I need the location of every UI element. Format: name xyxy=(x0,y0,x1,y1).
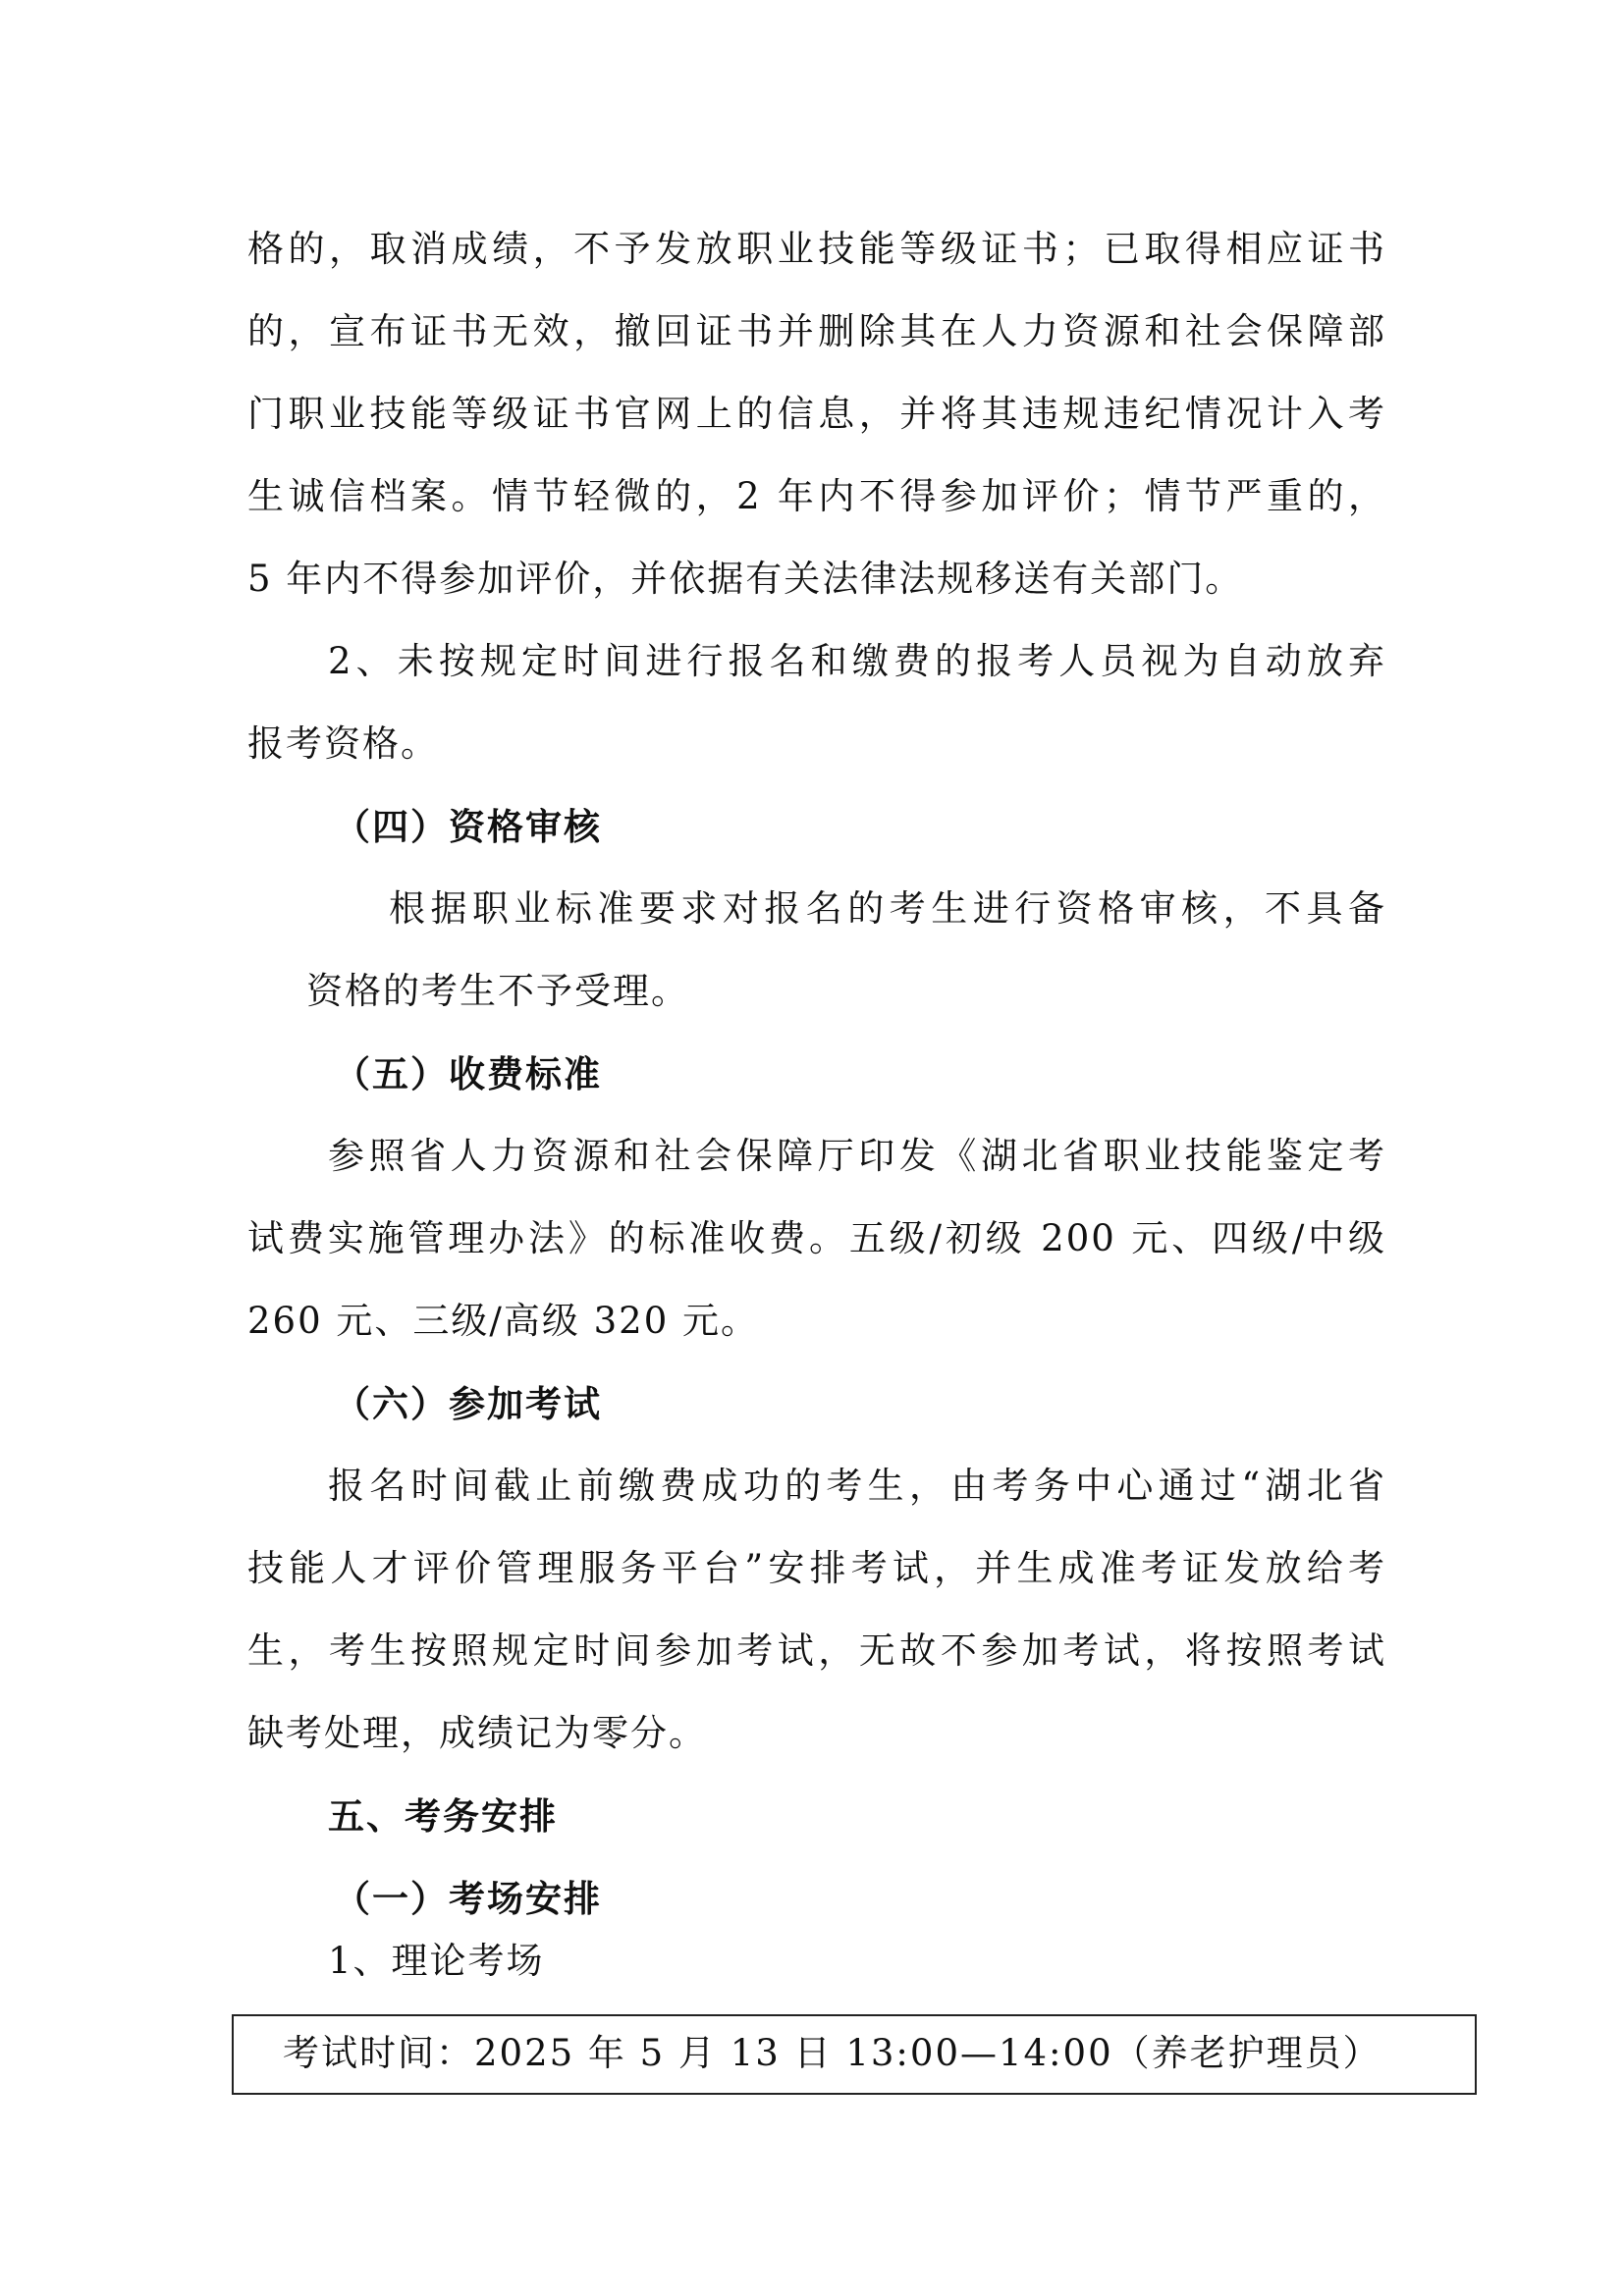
paragraph-line: 2、未按规定时间进行报名和缴费的报考人员视为自动放弃 xyxy=(328,640,1386,682)
paragraph-line: 260 元、三级/高级 320 元。 xyxy=(247,1300,759,1342)
paragraph-line: 根据职业标准要求对报名的考生进行资格审核，不具备 xyxy=(389,887,1386,930)
paragraph-line: 1、理论考场 xyxy=(328,1940,545,1982)
paragraph-line: 资格的考生不予受理。 xyxy=(306,970,689,1012)
paragraph-line: 报考资格。 xyxy=(247,722,439,765)
paragraph-line: 参照省人力资源和社会保障厅印发《湖北省职业技能鉴定考 xyxy=(328,1135,1386,1177)
paragraph-line: 生，考生按照规定时间参加考试，无故不参加考试，将按照考试 xyxy=(247,1629,1386,1672)
section-heading-exam: （六）参加考试 xyxy=(334,1382,602,1425)
paragraph-line: 报名时间截止前缴费成功的考生，由考务中心通过“湖北省 xyxy=(328,1465,1386,1507)
section-heading-arrangement: 五、考务安排 xyxy=(328,1794,558,1838)
paragraph-line: 门职业技能等级证书官网上的信息，并将其违规违纪情况计入考 xyxy=(247,393,1386,435)
section-heading-venue: （一）考场安排 xyxy=(334,1877,602,1920)
paragraph-line: 格的，取消成绩，不予发放职业技能等级证书；已取得相应证书 xyxy=(247,228,1386,270)
paragraph-line: 5 年内不得参加评价，并依据有关法律法规移送有关部门。 xyxy=(247,558,1244,600)
exam-time-table-cell xyxy=(232,2014,1477,2095)
paragraph-line: 的，宣布证书无效，撤回证书并删除其在人力资源和社会保障部 xyxy=(247,310,1386,352)
section-heading-qualification: （四）资格审核 xyxy=(334,805,602,848)
paragraph-line: 技能人才评价管理服务平台”安排考试，并生成准考证发放给考 xyxy=(247,1547,1386,1589)
paragraph-line: 生诚信档案。情节轻微的，2 年内不得参加评价；情节严重的， xyxy=(247,475,1386,517)
paragraph-line: 试费实施管理办法》的标准收费。五级/初级 200 元、四级/中级 xyxy=(247,1217,1386,1259)
exam-time-text: 考试时间：2025 年 5 月 13 日 13:00—14:00（养老护理员） xyxy=(283,2032,1381,2074)
section-heading-fee: （五）收费标准 xyxy=(334,1052,602,1095)
paragraph-line: 缺考处理，成绩记为零分。 xyxy=(247,1712,707,1754)
